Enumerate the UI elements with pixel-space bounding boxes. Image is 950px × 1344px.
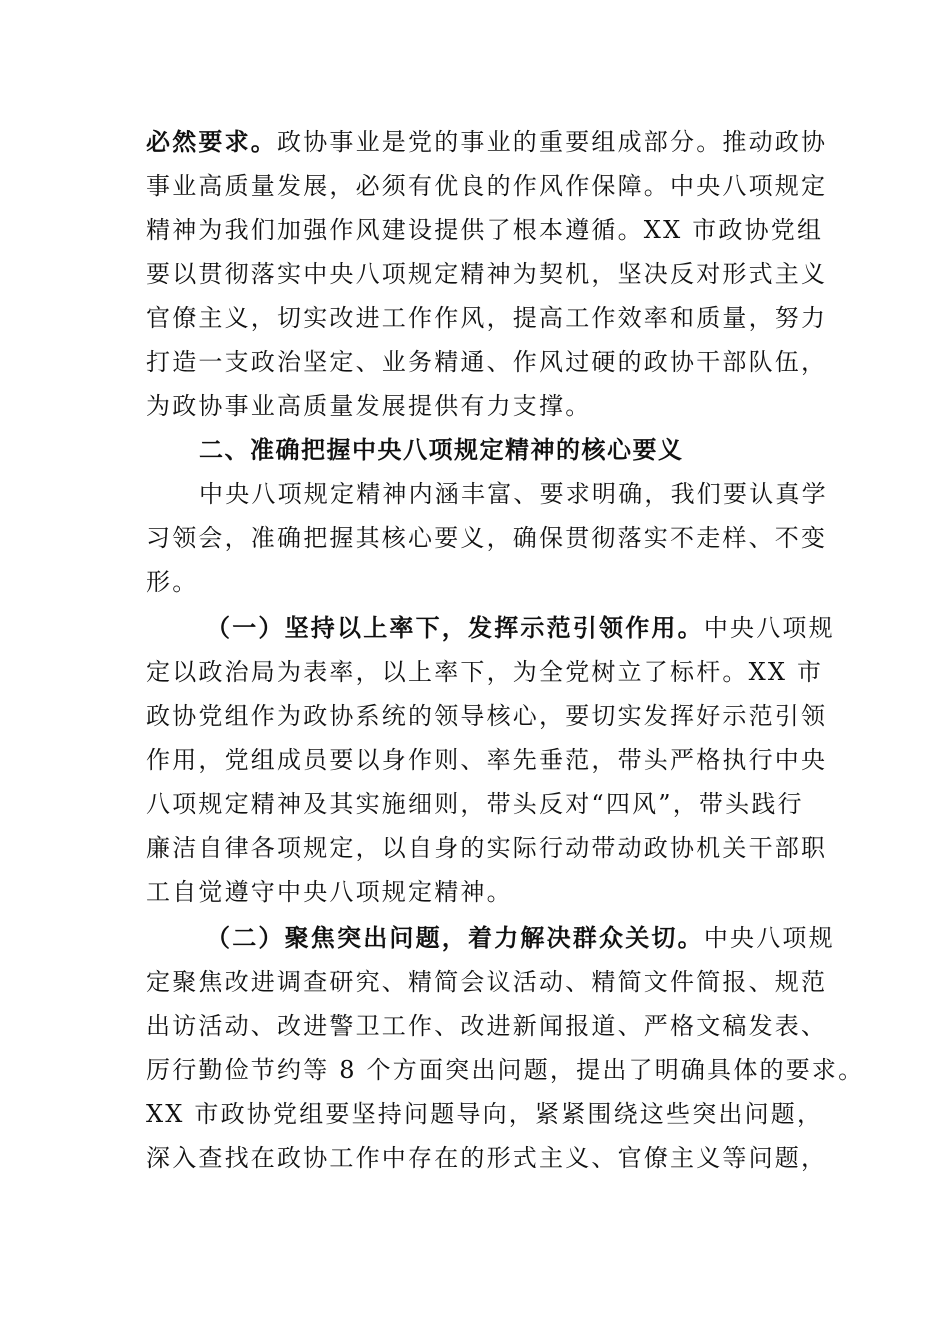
body-text: 政协事业是党的事业的重要组成部分。推动政协: [277, 128, 828, 156]
body-line: 定聚焦改进调查研究、精简会议活动、精简文件简报、规范: [146, 968, 828, 996]
body-line: 事业高质量发展，必须有优良的作风作保障。中央八项规定: [146, 172, 828, 200]
body-text: 中央八项规: [703, 924, 835, 952]
body-line: 廉洁自律各项规定，以自身的实际行动带动政协机关干部职: [146, 834, 828, 862]
body-line: 定以政治局为表率，以上率下，为全党树立了标杆。XX 市: [146, 658, 824, 686]
body-line: 精神为我们加强作风建设提供了根本遵循。XX 市政协党组: [146, 216, 824, 244]
body-line: [146, 916, 835, 960]
body-line: 打造一支政治坚定、业务精通、作风过硬的政协干部队伍，: [146, 348, 828, 376]
body-line: 为政协事业高质量发展提供有力支撑。: [146, 392, 592, 420]
body-text: 中央八项规: [703, 614, 835, 642]
body-line: 官僚主义，切实改进工作作风，提高工作效率和质量，努力: [146, 304, 828, 332]
subheading-lead: （二）聚焦突出问题，着力解决群众关切。: [206, 923, 704, 952]
body-line: 习领会，准确把握其核心要义，确保贯彻落实不走样、不变: [146, 524, 828, 552]
body-line: 出访活动、改进警卫工作、改进新闻报道、严格文稿发表、: [146, 1012, 828, 1040]
document-page: [146, 120, 865, 1180]
body-line: 形。: [146, 568, 199, 596]
body-line: 政协党组作为政协系统的领导核心，要切实发挥好示范引领: [146, 702, 828, 730]
body-line: XX 市政协党组要坚持问题导向，紧紧围绕这些突出问题，: [146, 1100, 824, 1128]
subheading-lead: （一）坚持以上率下，发挥示范引领作用。: [206, 613, 704, 642]
body-line: 八项规定精神及其实施细则，带头反对“四风”，带头践行: [146, 790, 804, 818]
body-line: 工自觉遵守中央八项规定精神。: [146, 878, 513, 906]
body-line: 作用，党组成员要以身作则、率先垂范，带头严格执行中央: [146, 746, 828, 774]
body-line: 要以贯彻落实中央八项规定精神为契机，坚决反对形式主义: [146, 260, 828, 288]
body-line: [146, 120, 828, 164]
body-line: 中央八项规定精神内涵丰富、要求明确，我们要认真学: [199, 480, 828, 508]
body-line: [146, 606, 835, 650]
bold-lead-text: 必然要求。: [146, 127, 277, 156]
section-heading: 二、准确把握中央八项规定精神的核心要义: [199, 436, 684, 464]
body-line: 深入查找在政协工作中存在的形式主义、官僚主义等问题，: [146, 1144, 828, 1172]
body-line: 厉行勤俭节约等 8 个方面突出问题，提出了明确具体的要求。: [146, 1056, 865, 1084]
